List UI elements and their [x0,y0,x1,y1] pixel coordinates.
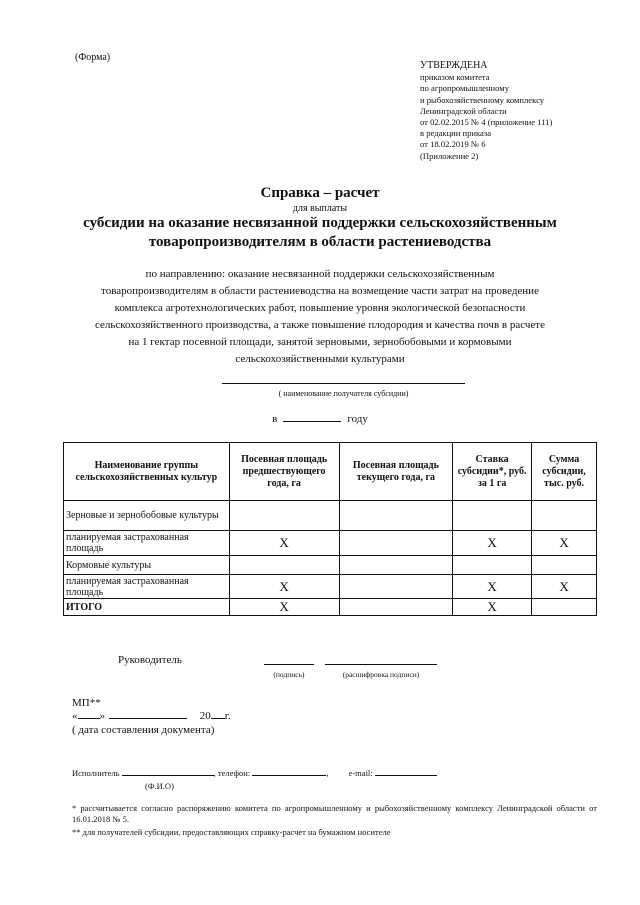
col-header-crop-group: Наименование группы сельскохозяйственных культур [64,443,230,501]
subsidy-table [63,442,597,616]
email-field[interactable] [375,767,437,776]
table-cell: Х [229,531,339,556]
approval-line: Ленинградской области [420,105,507,116]
year-prefix: в [272,413,278,425]
direction-line: на 1 гектар посевной площади, занятой зерновыми, зернобобовыми и кормовыми [128,336,512,348]
date-caption: ( дата составления документа) [72,724,215,736]
signature-decode-field[interactable] [325,664,437,665]
table-cell[interactable] [229,556,339,575]
direction-line: сельскохозяйственного производства, а также повышение плодородия и качества почв в расчете [94,319,545,331]
table-cell: Х [453,599,532,616]
signature-caption: (подпись) [273,670,305,679]
approval-line: приказом комитета [420,72,490,83]
date-close-quote: » [99,710,105,722]
footnote-1: * рассчитывается согласно распоряжению комитета по агропромышленному и рыбохозяйственному комплексу Ленинградской области от 16.01.2018 № 5. [72,803,597,824]
table-row [64,556,597,575]
year-line [0,413,640,425]
direction-line: сельскохозяйственными культурами [235,353,405,365]
table-cell[interactable] [453,501,532,531]
row-label: планируемая застрахованная площадь [64,531,230,556]
date-open-quote: « [72,710,78,722]
row-label: планируемая застрахованная площадь [64,575,230,599]
direction-paragraph [60,266,580,368]
footnote-2: ** для получателей субсидии, предоставляющих справку-расчет на бумажном носителе [72,827,391,837]
approval-line: и рыбохозяйственному комплексу [420,94,545,105]
document-heading [0,214,640,252]
direction-line: комплекса агротехнологических работ, повышение уровня экологической безопасности [114,302,526,314]
table-cell[interactable] [339,501,453,531]
recipient-caption: ( наименование получателя субсидии) [278,389,409,398]
approval-line: от 02.02.2015 № 4 (приложение 111) [420,117,553,128]
col-header-prev-area: Посевная площадь предшествующего года, га [229,443,339,501]
year-prefix-20: 20 [199,710,211,722]
table-cell[interactable] [339,575,453,599]
heading-line: субсидии на оказание несвязанной поддержки сельскохозяйственным [83,215,557,231]
head-label: Руководитель [118,654,182,666]
year-digits-field[interactable] [211,718,225,719]
table-row-total [64,599,597,616]
executor-line: Исполнитель , телефон: , e-mail: [72,767,437,778]
recipient-name-field[interactable] [222,383,465,384]
day-field[interactable] [78,718,100,719]
email-label: e-mail: [348,768,373,778]
col-header-amount: Сумма субсидии, тыс. руб. [532,443,597,501]
signature-decode-caption: (расшифровка подписи) [342,670,420,679]
table-cell: Х [229,575,339,599]
table-cell[interactable] [339,556,453,575]
approval-line: УТВЕРЖДЕНА [420,60,488,71]
approval-line: (Приложение 2) [420,150,479,161]
table-cell[interactable] [339,531,453,556]
row-label: Кормовые культуры [64,556,230,575]
table-cell[interactable] [532,501,597,531]
form-label: (Форма) [75,52,111,63]
year-suffix-g: г. [224,710,231,722]
table-cell: Х [453,531,532,556]
approval-line: в редакции приказа [420,128,492,139]
col-header-curr-area: Посевная площадь текущего года, га [339,443,453,501]
direction-line: по направлению: оказание несвязанной поддержки сельскохозяйственным [145,268,495,280]
approval-line: по агропромышленному [420,83,510,94]
table-cell: Х [453,575,532,599]
table-row [64,531,597,556]
table-cell[interactable] [229,501,339,531]
direction-line: товаропроизводителям в области растениеводства на возмещение части затрат на проведение [101,285,539,297]
heading-line: товаропроизводителям в области растениеводства [148,234,492,250]
row-label: Зерновые и зернобобовые культуры [64,501,230,531]
table-cell: Х [229,599,339,616]
phone-field[interactable] [252,767,326,776]
document-title: Справка – расчет [260,185,380,201]
fio-caption: (Ф.И.О) [145,781,174,791]
approval-block [420,60,620,162]
approval-line: от 18.02.2019 № 6 [420,139,486,150]
year-suffix: году [347,413,368,425]
row-label: ИТОГО [64,599,230,616]
table-row [64,501,597,531]
executor-label: Исполнитель [72,768,120,778]
executor-name-field[interactable] [122,767,214,776]
table-cell[interactable] [532,599,597,616]
stamp-label: МП** [72,697,101,709]
table-cell[interactable] [453,556,532,575]
table-cell: Х [532,575,597,599]
phone-label: , телефон: [213,768,251,778]
table-cell: Х [532,531,597,556]
col-header-rate: Ставка субсидии*, руб. за 1 га [453,443,532,501]
table-cell[interactable] [532,556,597,575]
date-line [72,710,231,722]
table-cell[interactable] [339,599,453,616]
signature-field[interactable] [264,664,314,665]
year-field[interactable] [283,421,341,422]
month-field[interactable] [109,718,187,719]
document-subtitle: для выплаты [292,203,348,214]
table-row [64,575,597,599]
